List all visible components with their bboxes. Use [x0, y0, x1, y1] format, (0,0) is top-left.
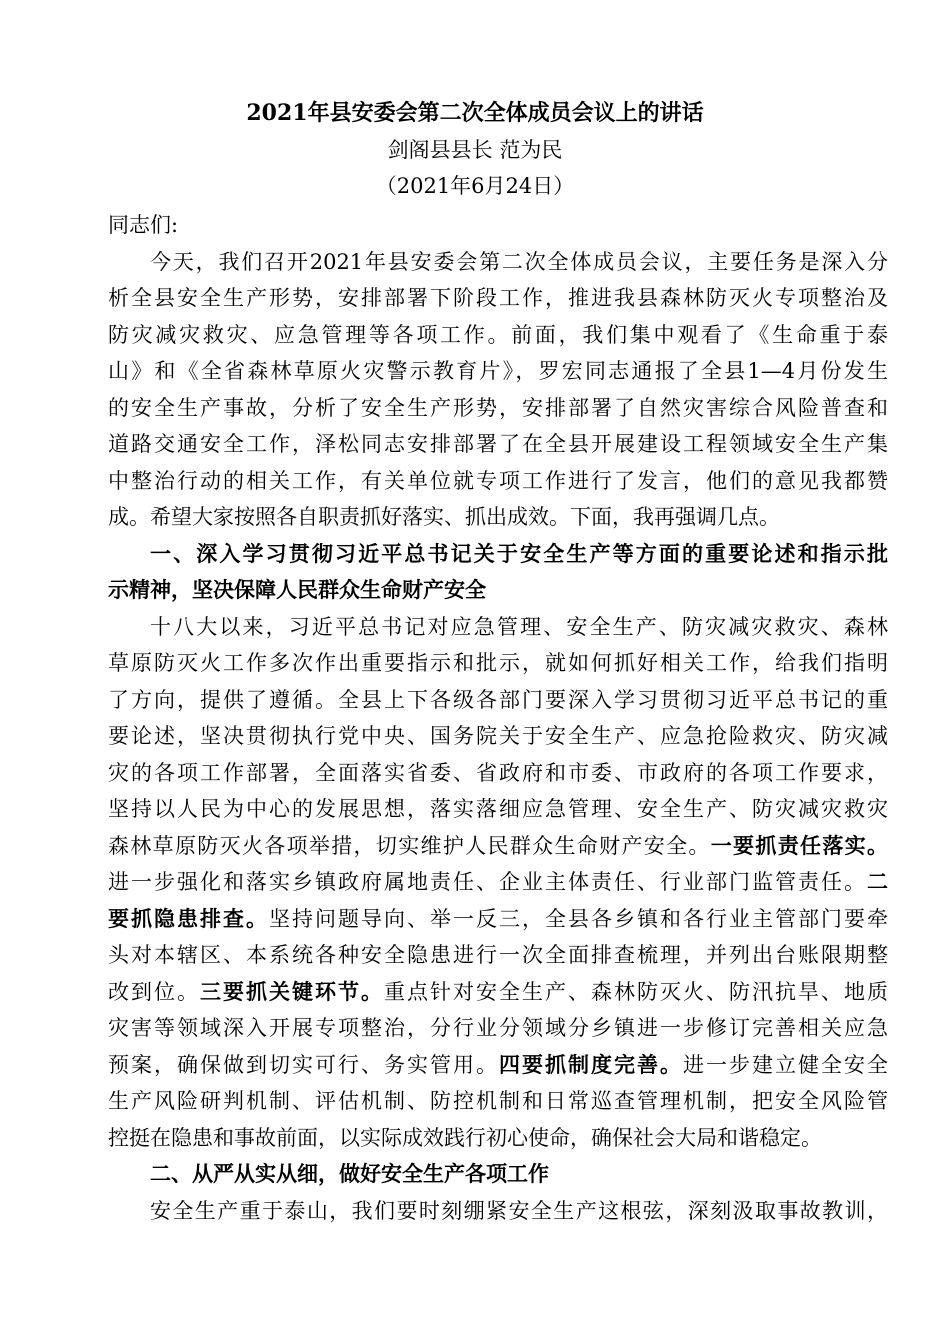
bold-emphasis: 一要抓责任落实。: [710, 832, 888, 858]
text-run: 灾的各项工作部署，全面落实省委、省政府和市委、市政府的各项工作要求，: [108, 760, 888, 785]
paragraph-line: [108, 718, 888, 755]
section-heading-line: [108, 572, 888, 609]
text-run: 了方向，提供了遵循。全县上下各级各部门要深入学习贯彻习近平总书记的重: [108, 687, 888, 712]
paragraph-line: [108, 937, 888, 974]
text-run: 坚持以人民为中心的发展思想，落实落细应急管理、安全生产、防灾减灾救灾: [108, 797, 888, 821]
text-run: 坚持问题导向、举一反三，全县各乡镇和各行业主管部门要牵: [269, 906, 888, 931]
text-run: 山》和《全省森林草原火灾警示教育片》，罗宏同志通报了全县1—4月份发生: [108, 359, 888, 383]
paragraph-line: [108, 901, 888, 938]
paragraph-line: [108, 426, 888, 463]
section-heading-line: [108, 536, 888, 573]
document-title: 2021年县安委会第二次全体成员会议上的讲话: [246, 100, 704, 126]
text-run: 改到位。: [108, 979, 200, 1004]
text-run: 今天，我们召开2021年县安委会第二次全体成员会议，主要任务是深入分: [150, 249, 888, 274]
paragraph-line: [108, 828, 888, 865]
text-run: 的安全生产事故，分析了安全生产形势，安排部署了自然灾害综合风险普查和: [108, 395, 888, 420]
text-run: 森林草原防灭火各项举措，切实维护人民群众生命财产安全。: [108, 833, 711, 858]
paragraph-line: [108, 755, 888, 792]
bold-emphasis: 四要抓制度完善。: [499, 1051, 683, 1077]
document-body: [108, 207, 888, 1229]
text-run: 析全县安全生产形势，安排部署下阶段工作，推进我县森林防灭火专项整治及: [108, 286, 888, 310]
paragraph-line: [108, 1010, 888, 1047]
section-heading-line: [108, 1156, 888, 1193]
bold-emphasis: 一、深入学习贯彻习近平总书记关于安全生产等方面的重要论述和指示批: [150, 541, 888, 566]
paragraph-line: [108, 682, 888, 719]
text-run: 草原防灭火工作多次作出重要指示和批示，就如何抓好相关工作，给我们指明: [108, 651, 888, 675]
paragraph-line: [108, 645, 888, 682]
text-run: 灾害等领域深入开展专项整治，分行业分领域分乡镇进一步修订完善相关应急: [108, 1016, 888, 1040]
paragraph-line: [108, 609, 888, 646]
text-run: 进一步强化和落实乡镇政府属地责任、企业主体责任、行业部门监管责任。: [108, 870, 867, 894]
author-line: 剑阁县县长 范为民: [387, 138, 563, 162]
paragraph-line: [108, 244, 888, 281]
paragraph-line: [108, 864, 888, 901]
paragraph-line: [108, 317, 888, 354]
text-run: 中整治行动的相关工作，有关单位就专项工作进行了发言，他们的意见我都赞: [108, 468, 888, 493]
paragraph-line: [108, 1120, 888, 1157]
text-run: 成。希望大家按照各自职责抓好落实、抓出成效。下面，我再强调几点。: [108, 505, 780, 529]
paragraph-line: [108, 1083, 888, 1120]
text-run: 预案，确保做到切实可行、务实管用。: [108, 1052, 499, 1077]
paragraph-line: [108, 463, 888, 500]
text-run: 控挺在隐患和事故前面，以实际成效践行初心使命，确保社会大局和谐稳定。: [108, 1125, 822, 1150]
bold-emphasis: 二: [867, 869, 888, 894]
salutation: 同志们:: [108, 213, 179, 237]
text-run: 进一步建立健全安全: [683, 1052, 888, 1077]
text-run: 道路交通安全工作，泽松同志安排部署了在全县开展建设工程领域安全生产集: [108, 432, 888, 456]
paragraph-line: [108, 1193, 888, 1230]
paragraph-line: [108, 499, 888, 536]
paragraph-line: [108, 791, 888, 828]
paragraph-line: [108, 974, 888, 1011]
bold-emphasis: 三要抓关键环节。: [200, 978, 384, 1004]
bold-emphasis: 要抓隐患排查。: [108, 905, 269, 931]
paragraph-line: [108, 1047, 888, 1084]
text-run: 头对本辖区、本系统各种安全隐患进行一次全面排查梳理，并列出台账限期整: [108, 943, 888, 967]
text-run: 要论述，坚决贯彻执行党中央、国务院关于安全生产、应急抢险救灾、防灾减: [108, 724, 888, 748]
bold-emphasis: 示精神，坚决保障人民群众生命财产安全: [108, 578, 486, 602]
text-run: 安全生产重于泰山，我们要时刻绷紧安全生产这根弦，深刻汲取事故教训，: [150, 1198, 888, 1223]
paragraph-line: [108, 353, 888, 390]
text-run: 重点针对安全生产、森林防灭火、防汛抗旱、地质: [384, 979, 888, 1004]
bold-emphasis: 二、从严从实从细，做好安全生产各项工作: [150, 1162, 549, 1186]
text-run: 十八大以来，习近平总书记对应急管理、安全生产、防灾减灾救灾、森林: [150, 614, 888, 639]
text-run: 生产风险研判机制、评估机制、防控机制和日常巡查管理机制，把安全风险管: [108, 1089, 888, 1113]
text-run: 防灾减灾救灾、应急管理等各项工作。前面，我们集中观看了《生命重于泰: [108, 322, 888, 347]
paragraph-line: [108, 280, 888, 317]
paragraph-line: [108, 390, 888, 427]
date-line: （2021年6月24日）: [375, 174, 575, 198]
